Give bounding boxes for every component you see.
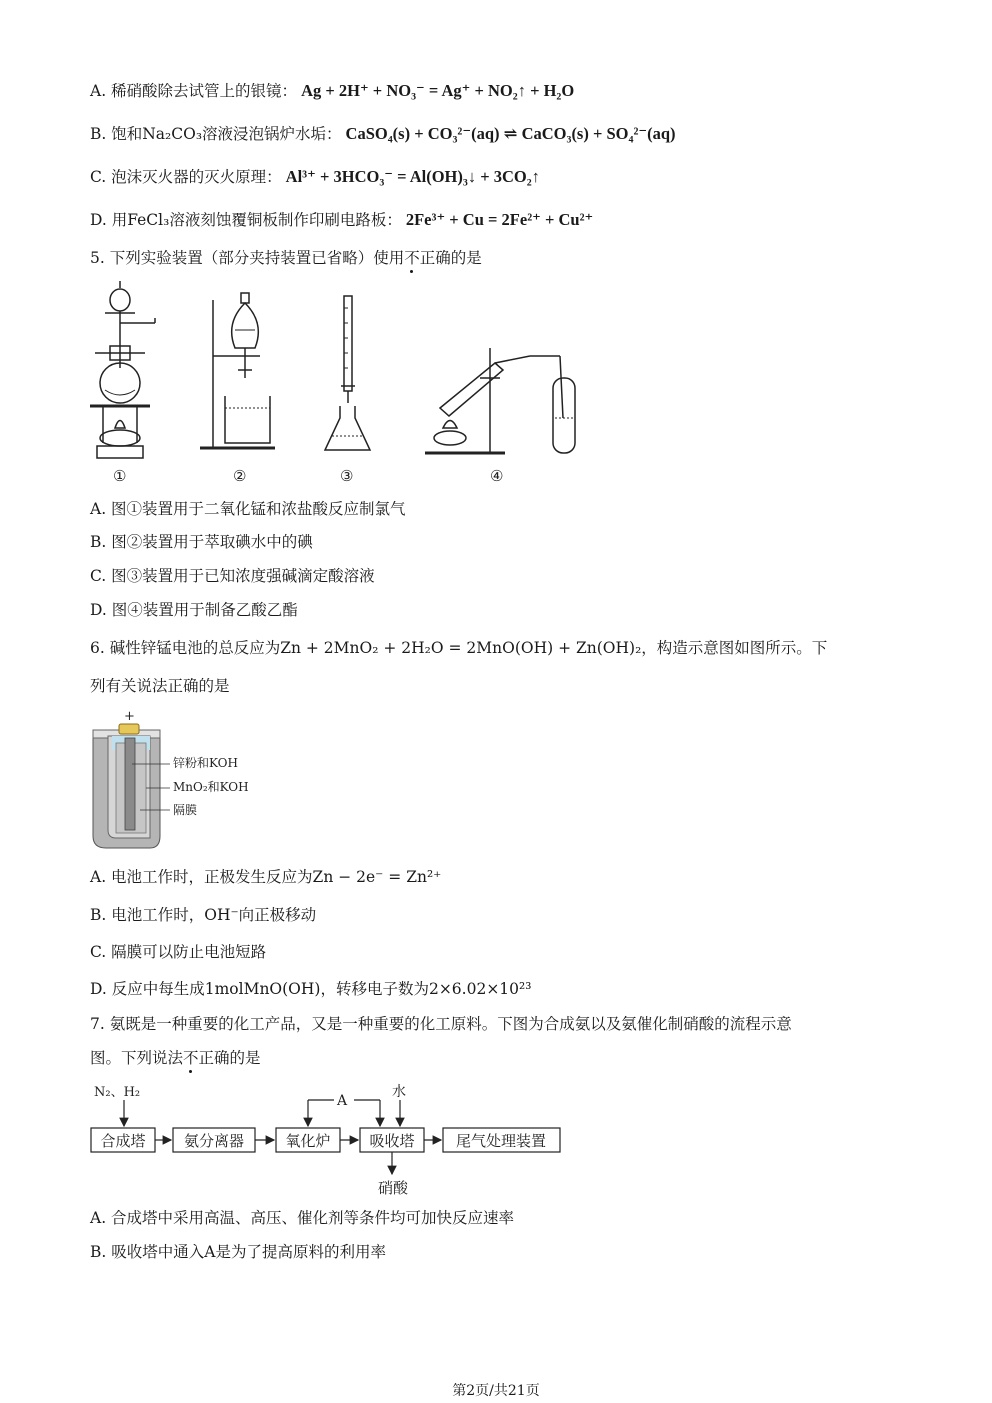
q5-option-c: C. 图③装置用于已知浓度强碱滴定酸溶液 — [90, 567, 375, 585]
q5-apparatus-figure — [85, 278, 585, 492]
q6-option-b: B. 电池工作时，OH⁻向正极移动 — [90, 906, 317, 924]
equation: Ag + 2H⁺ + NO₃⁻ = Ag⁺ + NO₂↑ + H₂O — [301, 81, 575, 100]
q4-option-d: D. 用FeCl₃溶液刻蚀覆铜板制作印刷电路板： 2Fe³⁺ + Cu = 2Fe²⁺ + Cu²⁺ — [90, 210, 594, 229]
flow-box-tail-gas-treatment: 尾气处理装置 — [455, 1132, 547, 1150]
fig-label-4: ④ — [490, 467, 504, 485]
q6-option-c: C. 隔膜可以防止电池短路 — [90, 943, 267, 961]
flow-box-absorption-tower: 吸收塔 — [369, 1132, 415, 1150]
battery-label-mno2: MnO₂和KOH — [173, 780, 249, 794]
apparatus-3-burette-titration — [325, 296, 370, 450]
emphasis-dot: 不 — [404, 249, 420, 267]
battery-label-zinc: 锌粉和KOH — [173, 756, 238, 770]
q6-stem-line1: 6. 碱性锌锰电池的总反应为Zn + 2MnO₂ + 2H₂O = 2MnO(OH) + Zn(OH)₂，构造示意图如图所示。下 — [90, 639, 828, 657]
q6-stem-line2: 列有关说法正确的是 — [90, 677, 230, 695]
q7-stem-line1: 7. 氨既是一种重要的化工产品，又是一种重要的化工原料。下图为合成氨以及氨催化制硝酸的流程示意 — [90, 1015, 792, 1033]
flow-box-oxidation-furnace: 氧化炉 — [285, 1132, 331, 1150]
q4-option-c: C. 泡沫灭火器的灭火原理： Al³⁺ + 3HCO₃⁻ = Al(OH)₃↓ + 3CO₂↑ — [90, 167, 540, 186]
equation: Al³⁺ + 3HCO₃⁻ = Al(OH)₃↓ + 3CO₂↑ — [285, 167, 540, 186]
q4-option-a: A. 稀硝酸除去试管上的银镜： Ag + 2H⁺ + NO₃⁻ = Ag⁺ + NO₂↑ + H₂O — [90, 81, 575, 100]
q6-option-d: D. 反应中每生成1molMnO(OH)，转移电子数为2×6.02×10²³ — [90, 980, 532, 998]
q7-option-a: A. 合成塔中采用高温、高压、催化剂等条件均可加快反应速率 — [90, 1209, 515, 1227]
flow-box-synthesis-tower: 合成塔 — [100, 1132, 146, 1150]
q6-battery-figure — [88, 708, 268, 857]
q5-option-d: D. 图④装置用于制备乙酸乙酯 — [90, 601, 298, 619]
equation: CaSO₄(s) + CO₃²⁻(aq) ⇌ CaCO₃(s) + SO₄²⁻(aq) — [345, 124, 676, 143]
battery-label-separator: 隔膜 — [173, 803, 198, 817]
q7-stem-line2: 图。下列说法不正确的是 — [90, 1049, 261, 1067]
emphasis-dot: 不 — [183, 1049, 199, 1067]
flow-water-label: 水 — [392, 1084, 406, 1100]
apparatus-4-ester-preparation — [425, 348, 575, 453]
fig-label-3: ③ — [340, 467, 354, 485]
battery-plus-label: + — [124, 709, 135, 724]
apparatus-2-separatory-funnel — [200, 293, 275, 448]
flow-a-label: A — [337, 1093, 348, 1109]
flow-output-label: 硝酸 — [378, 1179, 409, 1197]
q5-option-b: B. 图②装置用于萃取碘水中的碘 — [90, 533, 313, 551]
q7-option-b: B. 吸收塔中通入A是为了提高原料的利用率 — [90, 1243, 386, 1261]
apparatus-1-chlorine-generator — [90, 281, 155, 458]
q5-option-a: A. 图①装置用于二氧化锰和浓盐酸反应制氯气 — [90, 500, 406, 518]
q5-stem: 5. 下列实验装置（部分夹持装置已省略）使用不正确的是 — [90, 249, 482, 267]
fig-label-2: ② — [233, 467, 247, 485]
q4-option-b: B. 饱和Na₂CO₃溶液浸泡锅炉水垢： CaSO₄(s) + CO₃²⁻(aq) ⇌ CaCO₃(s) + SO₄²⁻(aq) — [90, 124, 676, 143]
flow-input-label: N₂、H₂ — [94, 1085, 141, 1100]
q7-flowchart — [88, 1078, 568, 1202]
fig-label-1: ① — [113, 467, 127, 485]
page-footer: 第2页/共21页 — [452, 1383, 540, 1399]
equation: 2Fe³⁺ + Cu = 2Fe²⁺ + Cu²⁺ — [405, 210, 594, 229]
flow-box-ammonia-separator: 氨分离器 — [183, 1132, 245, 1150]
q6-option-a: A. 电池工作时，正极发生反应为Zn − 2e⁻ = Zn²⁺ — [90, 868, 442, 886]
